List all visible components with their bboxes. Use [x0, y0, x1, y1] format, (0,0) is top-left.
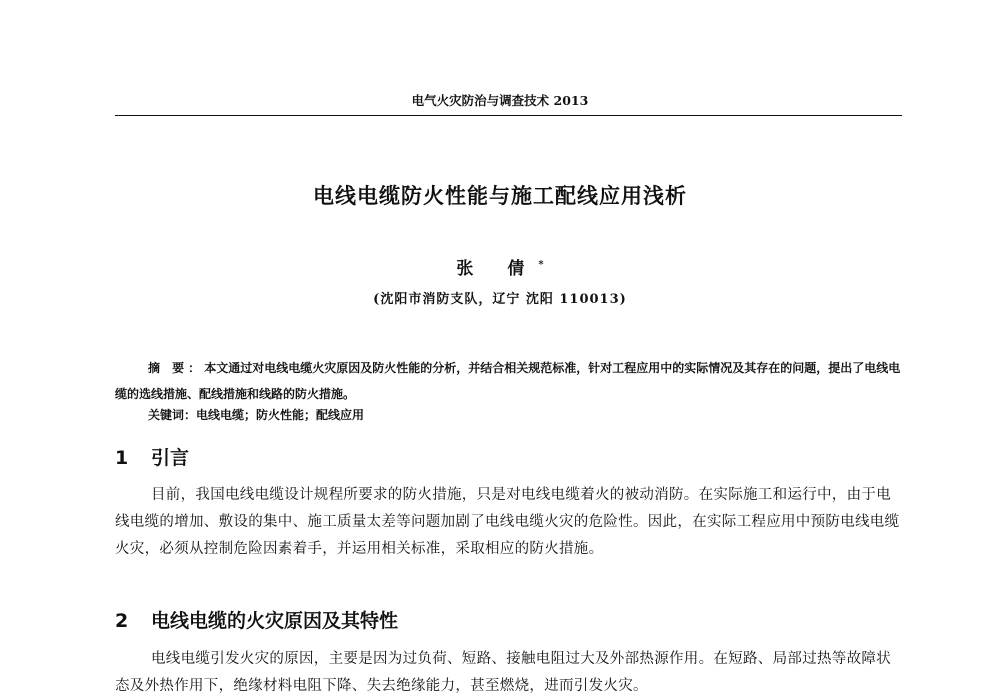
author-footnote-mark: * — [538, 259, 544, 271]
section-heading-2 — [115, 606, 398, 633]
keywords-label: 关键词： — [148, 408, 197, 422]
header-divider — [115, 115, 902, 116]
keywords-text: 电线电缆；防火性能；配线应用 — [196, 408, 365, 422]
abstract — [115, 355, 905, 407]
section-title: 电线电缆的火灾原因及其特性 — [151, 610, 399, 632]
running-header: 电气火灾防治与调查技术 2013 — [411, 93, 589, 108]
section-title: 引言 — [151, 447, 190, 469]
author-name: 张 倩 — [456, 259, 539, 279]
author-affiliation: (沈阳市消防支队，辽宁 沈阳 110013) — [373, 292, 627, 307]
paper-title: 电线电缆防火性能与施工配线应用浅析 — [313, 184, 687, 208]
section-2-paragraph: 电线电缆引发火灾的原因，主要是因为过负荷、短路、接触电阻过大及外部热源作用。在短路、局部过热等故障状态及外热作用下，绝缘材料电阻下降、失去绝缘能力，甚至燃烧，进而引发火灾。 — [115, 651, 891, 694]
author-line — [0, 254, 1000, 279]
section-number: 2 — [115, 610, 129, 632]
section-number: 1 — [115, 447, 129, 469]
keywords — [148, 404, 898, 426]
abstract-text: 本文通过对电线电缆火灾原因及防火性能的分析，并结合相关规范标准，针对工程应用中的实际情况及其存在的问题，提出了电线电缆的选线措施、配线措施和线路的防火措施。 — [115, 361, 901, 401]
abstract-label: 摘 要： — [148, 361, 205, 375]
section-1-paragraph: 目前，我国电线电缆设计规程所要求的防火措施，只是对电线电缆着火的被动消防。在实际施工和运行中，由于电线电缆的增加、敷设的集中、施工质量太差等问题加剧了电线电缆火灾的危险性。因此，在实际工程应用中预防电线电缆火灾，必须从控制危险因素着手，并运用相关标准，采取相应的防火措施。 — [115, 487, 900, 557]
section-heading-1 — [115, 443, 189, 470]
